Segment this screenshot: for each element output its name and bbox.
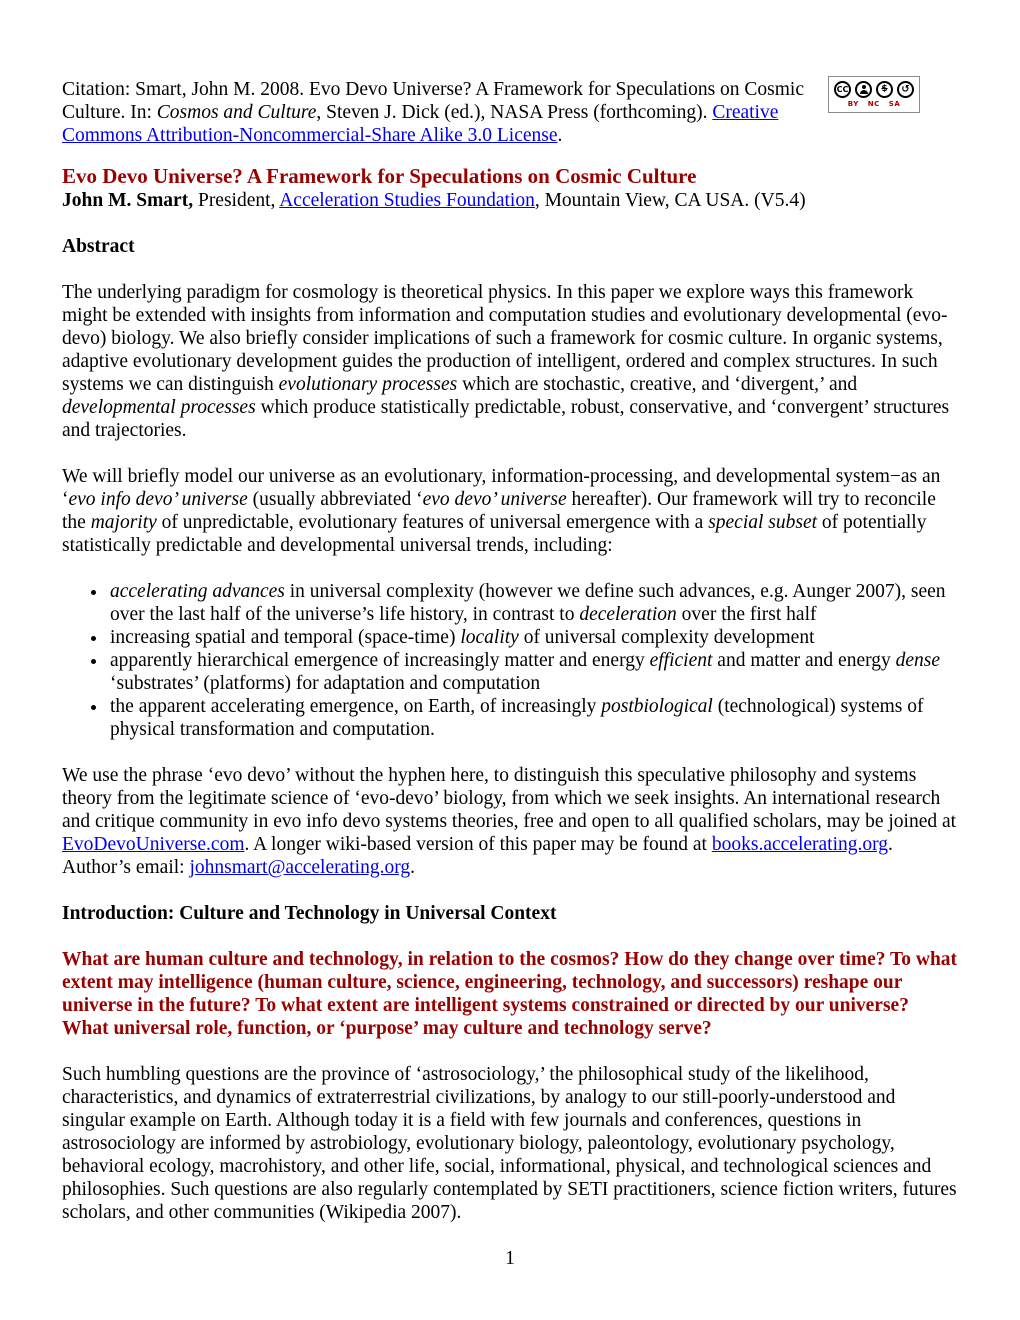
text-run: , Mountain View, CA USA. (V5.4) bbox=[534, 190, 806, 211]
hyperlink[interactable]: books.accelerating.org bbox=[711, 834, 889, 855]
text-run: majority bbox=[90, 512, 157, 533]
text-run: accelerating advances bbox=[110, 581, 285, 602]
creative-commons-license-badge[interactable] bbox=[828, 76, 920, 113]
cc-logo-icon: CC bbox=[834, 81, 851, 98]
text-run: deceleration bbox=[579, 604, 677, 625]
text-run: John M. Smart, bbox=[62, 190, 194, 211]
bullet-item bbox=[108, 695, 958, 741]
text-run: hereafter). Our framework will try to reconcile the bbox=[62, 489, 936, 533]
text-run: evo devo’ universe bbox=[422, 489, 567, 510]
cc-icons-row bbox=[834, 81, 914, 98]
text-run: President, bbox=[193, 190, 280, 211]
text-run: Such humbling questions are the province of ‘astrosociology,’ the philosophical study of the likelihood, characteristics, and dynamics of extraterrestrial civilizations, by analogy to our still-poorly-understood and singular example on Earth. Although today it is a field with few journals and conferences, questions in astrosociology are informed by astrobiology, evolutionary biology, paleontology, evolutionary psychology, behavioral ecology, macrohistory, and other life, social, informational, physical, and technological sciences and philosophies. Such questions are also regularly contemplated by SETI practitioners, science fiction writers, futures scholars, and other communities (Wikipedia 2007). bbox=[62, 1064, 957, 1223]
page-number: 1 bbox=[505, 1248, 515, 1269]
text-run: . A longer wiki-based version of this paper may be found at bbox=[244, 834, 712, 855]
text-run: special subset bbox=[708, 512, 818, 533]
text-run: which produce statistically predictable, robust, conservative, and ‘convergent’ structures and trajectories. bbox=[62, 397, 950, 441]
text-run: of potentially statistically predictable and developmental universal trends, including: bbox=[62, 512, 927, 556]
text-run: We use the phrase ‘evo devo’ without the hyphen here, to distinguish this speculative philosophy and systems theory from the legitimate science of ‘evo-devo’ biology, from which we seek insights. An international research and critique community in evo info devo systems theories, free and open to all qualified scholars, may be joined at bbox=[62, 765, 957, 832]
text-run: of universal complexity development bbox=[518, 627, 815, 648]
text-run: The underlying paradigm for cosmology is theoretical physics. In this paper we explore ways this framework might be extended with insights from information and computation studies and evolutionary developmental (evo-devo) biology. We also briefly consider implications of such a framework for cosmic culture. In organic systems, adaptive evolutionary development guides the production of intelligent, ordered and complex structures. In such systems we can distinguish bbox=[62, 282, 948, 395]
text-run: over the first half bbox=[676, 604, 817, 625]
bullet-item bbox=[108, 649, 958, 695]
cc-label-nc: NC bbox=[867, 100, 880, 108]
citation bbox=[62, 78, 820, 147]
text-run: We will briefly model our universe as an evolutionary, information-processing, and developmental system−as an ‘ bbox=[62, 466, 941, 510]
hyperlink[interactable]: Acceleration Studies Foundation bbox=[279, 190, 535, 211]
abstract-paragraph-1 bbox=[62, 281, 958, 442]
evo-devo-note-paragraph bbox=[62, 764, 958, 879]
astrosociology-paragraph bbox=[62, 1063, 958, 1224]
framing-questions-paragraph bbox=[62, 948, 958, 1040]
abstract-paragraph-2 bbox=[62, 465, 958, 557]
hyperlink[interactable]: EvoDevoUniverse.com bbox=[62, 834, 245, 855]
paper-title: Evo Devo Universe? A Framework for Speculations on Cosmic Culture bbox=[62, 164, 697, 188]
text-run: dense bbox=[895, 650, 941, 671]
introduction-heading: Introduction: Culture and Technology in Universal Context bbox=[62, 903, 557, 924]
abstract-heading: Abstract bbox=[62, 236, 135, 257]
text-run: locality bbox=[460, 627, 519, 648]
text-run: . bbox=[410, 857, 415, 878]
cc-labels-row bbox=[848, 100, 901, 108]
noncommercial-no-dollar-icon: $ bbox=[876, 81, 893, 98]
text-run: and matter and energy bbox=[712, 650, 896, 671]
text-run: apparently hierarchical emergence of increasingly matter and energy bbox=[110, 650, 650, 671]
text-run: (usually abbreviated ‘ bbox=[247, 489, 423, 510]
text-run: evo info devo’ universe bbox=[68, 489, 248, 510]
text-run: (technological) systems of physical transformation and computation. bbox=[110, 696, 924, 740]
text-run: evolutionary processes bbox=[278, 374, 458, 395]
text-run: , Steven J. Dick (ed.), NASA Press (forthcoming). bbox=[316, 102, 713, 123]
share-alike-icon: ↺ bbox=[897, 81, 914, 98]
attribution-person-icon bbox=[855, 81, 872, 98]
trends-bullet-list bbox=[62, 580, 958, 741]
cc-label-sa: SA bbox=[888, 100, 901, 108]
text-run: . Author’s email: bbox=[62, 834, 893, 878]
hyperlink[interactable]: johnsmart@accelerating.org bbox=[189, 857, 411, 878]
bullet-item bbox=[108, 580, 958, 626]
author-byline bbox=[62, 189, 958, 212]
text-run: postbiological bbox=[601, 696, 713, 717]
text-run: the apparent accelerating emergence, on Earth, of increasingly bbox=[110, 696, 602, 717]
text-run: efficient bbox=[649, 650, 713, 671]
cc-label-by: BY bbox=[847, 100, 859, 108]
text-run: which are stochastic, creative, and ‘divergent,’ and bbox=[457, 374, 858, 395]
text-run: ‘substrates’ (platforms) for adaptation and computation bbox=[110, 673, 541, 694]
text-run: What are human culture and technology, in relation to the cosmos? How do they change over time? To what extent may intelligence (human culture, science, engineering, technology, and successors) reshape our universe in the future? To what extent are intelligent systems constrained or directed by our universe? What universal role, function, or ‘purpose’ may culture and technology serve? bbox=[62, 949, 958, 1039]
hyperlink[interactable]: Creative Commons Attribution-Noncommercial-Share Alike 3.0 License bbox=[62, 102, 779, 146]
bullet-item bbox=[108, 626, 958, 649]
text-run: Citation: Smart, John M. 2008. Evo Devo Universe? A Framework for Speculations on Cosmic Culture. In: bbox=[62, 79, 804, 123]
text-run: increasing spatial and temporal (space-time) bbox=[110, 627, 461, 648]
text-run: of unpredictable, evolutionary features of universal emergence with a bbox=[156, 512, 709, 533]
text-run: Cosmos and Culture bbox=[156, 102, 317, 123]
text-run: in universal complexity (however we define such advances, e.g. Aunger 2007), seen over the last half of the universe’s life history, in contrast to bbox=[110, 581, 946, 625]
text-run: developmental processes bbox=[62, 397, 256, 418]
text-run: . bbox=[557, 125, 563, 146]
